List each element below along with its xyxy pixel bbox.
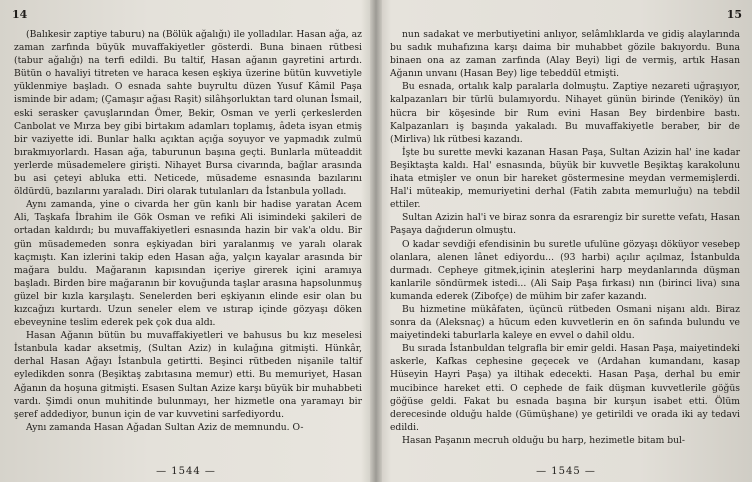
page-number: 15	[726, 8, 742, 21]
paragraph: Hasan Ağanın bütün bu muvaffakiyetleri ve bahusus bu kız meselesi İstanbula kadar aksetmiş, (Sultan Aziz) in kulağına gitmişti. Hünkâr, derhal Hasan Ağayı İstanbula getirtti. Beşinci rütbeden nişanile taltif eyledikden sonra (Beşiktaş zabıtasına memur) etti. Bu memuriyet, Hasan Ağanın da hoşuna gitmişti. Esasen Sultan Azize karşı büyük bir muhabbeti vardı. Şimdi onun muhitinde bulunmayı, her hizmetle ona yaramayı bir şeref addediyor, bunun için de var kuvvetini sarfediyordu.	[14, 330, 362, 420]
paragraph: Aynı zamanda, yine o civarda her gün kanlı bir hadise yaratan Acem Ali, Taşkafa İbrahim ile Gök Osman ve refiki Ali isimindeki şakileri de ortadan kaldırdı; bu muvaffakiyetleri esnasında hazin bir vak'a oldu. Bir gün müsademeden sonra eşkiyadan biri yaralanmış ve yaralı olarak kaçmıştı. Kan izlerini takip eden Hasan ağa, yalçın kayalar arasında bir mağara buldu. Mağaranın kapısından içeriye girerek içini aramıya başladı. Birden bire mağaranın bir kovuğunda taşlar arasına hapsolunmuş güzel bir kızla karşılaştı. Senelerden beri eşkiyanın elinde esir olan bu kızcağızı kurtardı. Uzun seneler elem ve ıstırap içinde gözyaşı döken ebeveynine teslim ederek pek çok dua aldı.	[14, 199, 362, 329]
paragraph: İşte bu surette mevki kazanan Hasan Paşa, Sultan Azizin hal' ine kadar Beşiktaşta kaldı. Hal' esnasında, büyük bir kuvvetle Beşiktaş karakolunu ihata etmişler ve onun bir hareket göstermesine meydan vermemişlerdi. Hal'i müteakip, memuriyetini derhal (Fatih zabıta memurluğu) na tebdil ettiler.	[390, 146, 740, 211]
page-number: 14	[12, 8, 28, 21]
paragraph: nun sadakat ve merbutiyetini anlıyor, selâmlıklarda ve gidiş alaylarında bu sadık muhafızına karşı daima bir muhabbet gözile bakıyordu. Buna binaen ona az zaman zarfında (Alay Beyi) ligi de vermiş, artık Hasan Ağanın unvanı (Hasan Bey) lige tebeddül etmişti.	[390, 29, 740, 80]
right-page	[380, 0, 752, 482]
paragraph: Bu esnada, ortalık kalp paralarla dolmuştu. Zaptiye nezareti uğraşıyor, kalpazanları bir türlü bulamıyordu. Nihayet günün birinde (Yeniköy) ün hücra bir köşesinde bir Rum evini Hasan Bey birdenbire bastı. Kalpazanları iş başında yakaladı. Bu muvaffakiyetle beraber, bir de (Mirliva) lık rütbesi kazandı.	[390, 81, 740, 145]
paragraph: Aynı zamanda Hasan Ağadan Sultan Aziz de memnundu. O-	[26, 421, 304, 433]
paragraph: O kadar sevdiği efendisinin bu suretle ufulüne gözyaşı döküyor vesebep olanlara, alenen lânet ediyordu... (93 harbi) açılır açılmaz, İstanbulda durmadı. Cepheye gitmek,içinin ateşlerini harp meydanlarında düşman kanlarile söndürmek istedi... (Ali Saip Paşa fırkası) nın (birinci liva) sına kumanda ederek (Zibofçe) de mühim bir zafer kazandı.	[390, 238, 740, 302]
page-text	[14, 28, 362, 434]
paragraph: (Balıkesir zaptiye taburu) na (Bölük ağalığı) ile yolladılar. Hasan ağa, az zaman zarfında büyük muvaffakiyetler gösterdi. Buna binaen rütbesi (tabur ağalığı) na terfi edildi. Bu taltif, Hasan ağanın gayretini artırdı. Bütün o havaliyi titreten ve haraca kesen eşkiya üzerine bütün kuvvetiyle yüklenmiye başladı. O esnada sahte buyrultu düzen Yusuf Kâmil Paşa isminde bir adam; (Çamaşır ağası Raşit) silâhşorluktan tard olunan İsmail, eski serasker çavuşlarından Ömer, Bekir, Osman ve yerli çerkeslerden Canbolat ve Mırza bey gibi birtakım adamları toplamış, âdeta isyan etmiş bir vaziyette idi. Bunlar halkı açıktan açığa soyuyor ve yapmadık zulmü bırakmıyorlardı. Hasan ağa, taburunun başına geçti. Bunlarla müteaddit yerlerde müsademelere girişti. Nihayet Bursa civarında, bağlar arasında bu asi çeteyi abluka etti. Neticede, müsademe esnasında bazılarını öldürdü, bazılarını yaraladı. Diri olarak tutulanları da İstanbula yolladı.	[14, 29, 362, 198]
page-footer: — 1544 —	[156, 466, 216, 477]
paragraph: Sultan Azizin hal'i ve biraz sonra da esrarengiz bir surette vefatı, Hasan Paşaya dağıderun olmuştu.	[390, 212, 740, 237]
page-footer: — 1545 —	[536, 466, 596, 477]
paragraph: Bu sırada İstanbuldan telgrafla bir emir geldi. Hasan Paşa, maiyetindeki askerle, Kafkas cephesine geçecek ve (Ardahan kumandanı, kasap Hüseyin Hayri Paşa) ya iltihak edecekti. Hasan Paşa, derhal bu emir mucibince hareket etti. O cephede de faik düşman kuvvetlerile göğüs göğüse geldi. Fakat bu esnada başına bir kurşun isabet etti. Ölüm derecesinde olduğu halde (Gümüşhane) ye getirildi ve orada iki ay tedavi edildi.	[390, 343, 740, 433]
page-text	[390, 28, 740, 447]
paragraph: Hasan Paşanın mecruh olduğu bu harp, hezimetle bitam bul-	[402, 434, 686, 446]
paragraph: Bu hizmetine mükâfaten, üçüncü rütbeden Osmani nişanı aldı. Biraz sonra da (Aleksnaç) a hücum eden kuvvetlerin en ön safında bulundu ve maiyetindeki taburlarla kaleye en evvel o dahil oldu.	[390, 303, 740, 342]
left-page	[0, 0, 372, 482]
